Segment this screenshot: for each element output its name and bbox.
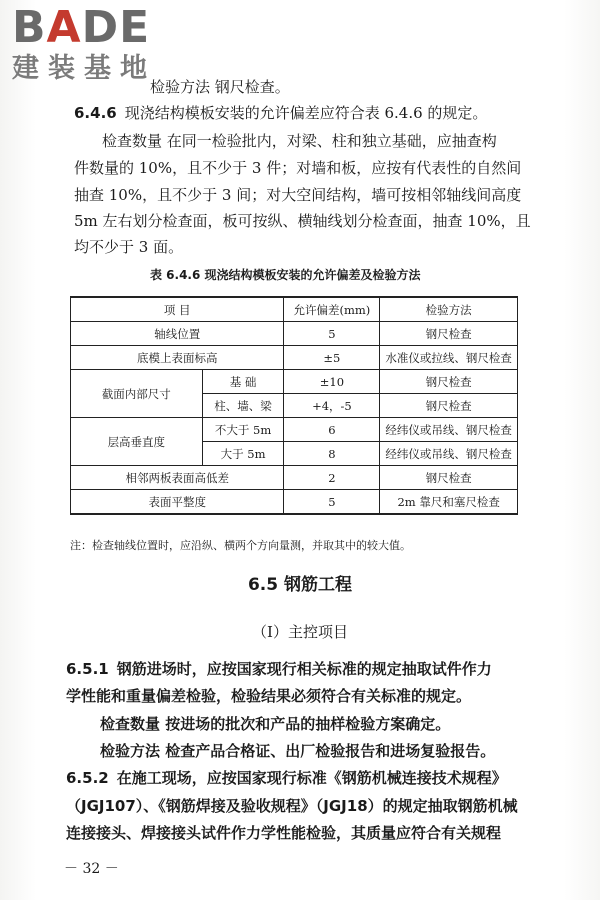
table-header-row <box>71 297 518 322</box>
text-line: 5m 左右划分检查面，板可按纵、横轴线划分检查面，抽查 10%，且 <box>74 212 531 230</box>
tolerance-table <box>70 296 518 515</box>
section-subtitle: （Ⅰ）主控项目 <box>252 623 348 641</box>
cell: 轴线位置 <box>71 322 284 346</box>
cell: 不大于 5m <box>202 418 284 442</box>
watermark-logo <box>12 2 156 84</box>
clause-6-5-2 <box>66 765 507 791</box>
clause-6-5-1 <box>66 656 492 682</box>
logo-tagline: 建装基地 <box>12 53 156 84</box>
cell: 经纬仪或吊线、钢尺检查 <box>380 442 518 466</box>
cell: 大于 5m <box>202 442 284 466</box>
cell: 截面内部尺寸 <box>71 370 203 418</box>
cell: 经纬仪或吊线、钢尺检查 <box>380 418 518 442</box>
text-line: 学性能和重量偏差检验，检验结果必须符合有关标准的规定。 <box>66 687 472 705</box>
cell: 钢尺检查 <box>380 394 518 418</box>
text-line: 连接接头、焊接接头试件作力学性能检验，其质量应符合有关规程 <box>66 824 502 842</box>
clause-text: 钢筋进场时，应按国家现行相关标准的规定抽取试件作力 <box>116 660 492 678</box>
table-caption: 表 6.4.6 现浇结构模板安装的允许偏差及检验方法 <box>150 268 421 282</box>
cell: +4，-5 <box>284 394 380 418</box>
header-tolerance: 允许偏差(mm) <box>284 297 380 322</box>
cell: 2m 靠尺和塞尺检查 <box>380 490 518 515</box>
clause-number: 6.5.2 <box>66 769 109 787</box>
cell: 5 <box>284 490 380 515</box>
clause-6-4-6 <box>74 100 487 126</box>
cell: 6 <box>284 418 380 442</box>
cell: 表面平整度 <box>71 490 284 515</box>
cell: 钢尺检查 <box>380 322 518 346</box>
cell: 层高垂直度 <box>71 418 203 466</box>
table-row <box>71 418 518 442</box>
cell: 钢尺检查 <box>380 370 518 394</box>
clause-number: 6.5.1 <box>66 660 109 678</box>
table-row <box>71 490 518 515</box>
clause-text: 在施工现场，应按国家现行标准《钢筋机械连接技术规程》 <box>116 769 507 787</box>
cell: ±10 <box>284 370 380 394</box>
section-title: 6.5 钢筋工程 <box>247 575 353 595</box>
text-line: 检验方法 钢尺检查。 <box>150 78 290 96</box>
cell: 基 础 <box>202 370 284 394</box>
table-row <box>71 322 518 346</box>
cell: 水准仪或拉线、钢尺检查 <box>380 346 518 370</box>
text-line: 件数量的 10%，且不少于 3 件；对墙和板，应按有代表性的自然间 <box>74 159 522 177</box>
text-line: 均不少于 3 面。 <box>74 238 184 256</box>
header-item: 项 目 <box>71 297 284 322</box>
cell: 相邻两板表面高低差 <box>71 466 284 490</box>
cell: 8 <box>284 442 380 466</box>
text-line: 检验方法 检查产品合格证、出厂检验报告和进场复验报告。 <box>100 742 496 760</box>
table-row <box>71 466 518 490</box>
cell: 柱、墙、梁 <box>202 394 284 418</box>
logo-brand: BADE <box>12 2 151 53</box>
cell: 2 <box>284 466 380 490</box>
header-method: 检验方法 <box>380 297 518 322</box>
cell: 底模上表面标高 <box>71 346 284 370</box>
text-line: 检查数量 按进场的批次和产品的抽样检验方案确定。 <box>100 715 451 733</box>
cell: 5 <box>284 322 380 346</box>
text-line: 检查数量 在同一检验批内，对梁、柱和独立基础，应抽查构 <box>102 132 497 150</box>
table-note: 注：检查轴线位置时，应沿纵、横两个方向量测，并取其中的较大值。 <box>70 539 411 552</box>
clause-text: 现浇结构模板安装的允许偏差应符合表 6.4.6 的规定。 <box>124 104 488 122</box>
page-number: － 32 － <box>64 861 119 877</box>
text-line: （JGJ107）、《钢筋焊接及验收规程》（JGJ18）的规定抽取钢筋机械 <box>66 797 518 815</box>
clause-number: 6.4.6 <box>74 104 117 122</box>
text-line: 抽查 10%，且不少于 3 间；对大空间结构，墙可按相邻轴线间高度 <box>74 186 522 204</box>
table-row <box>71 370 518 394</box>
table-row <box>71 346 518 370</box>
cell: 钢尺检查 <box>380 466 518 490</box>
cell: ±5 <box>284 346 380 370</box>
